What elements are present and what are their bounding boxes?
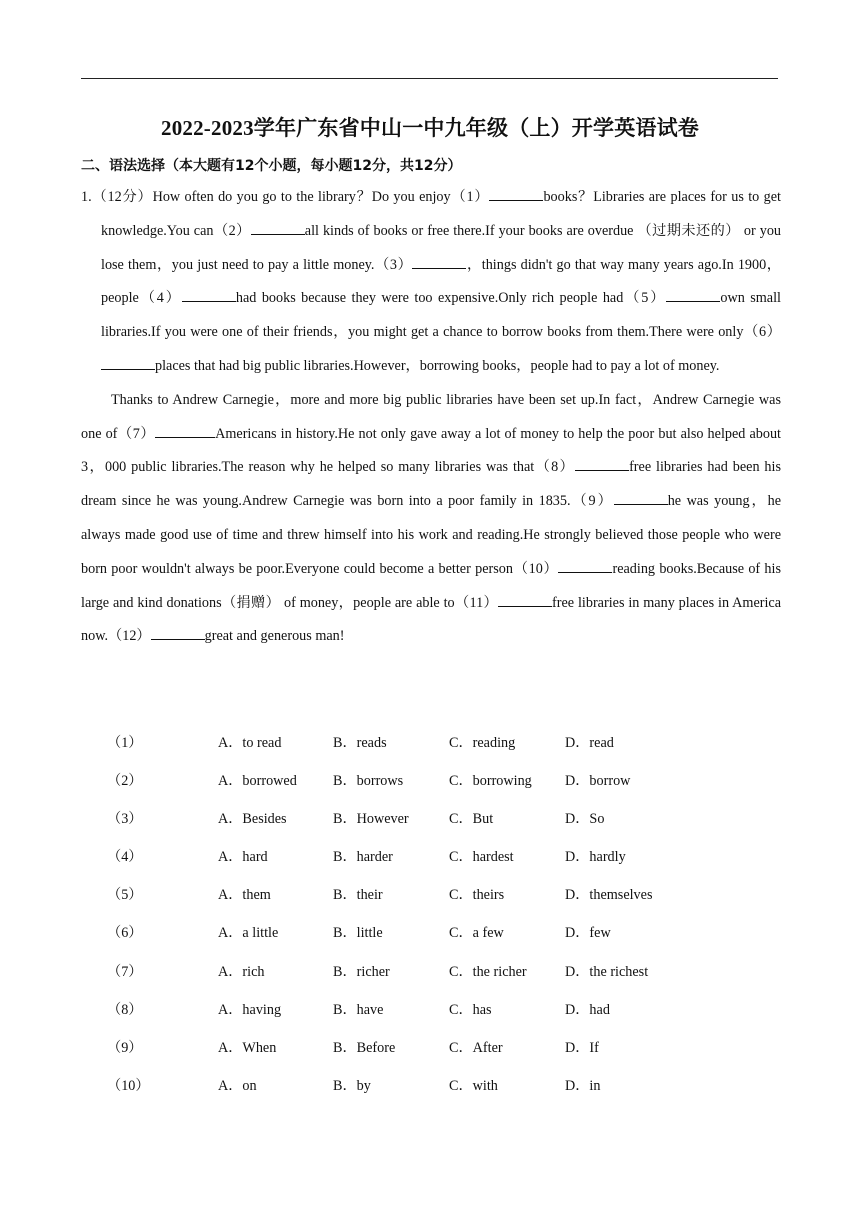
option-number: （5） [107, 887, 143, 904]
passage-text: places that had big public libraries.However，borrowing books，people had to pay a lot of money. [155, 357, 720, 374]
option-b[interactable]: B．by [333, 1077, 371, 1094]
option-b[interactable]: B．little [333, 925, 383, 942]
option-row [0, 800, 860, 838]
option-b[interactable]: B．reads [333, 735, 387, 751]
option-d[interactable]: D．If [565, 1039, 599, 1056]
blank-5 [666, 289, 720, 302]
option-c[interactable]: C．has [449, 1001, 492, 1018]
option-b[interactable]: B．Before [333, 1039, 396, 1056]
option-row [0, 724, 860, 762]
section-heading: 二、语法选择（本大题有12个小题，每小题12分，共12分） [81, 158, 462, 174]
header-rule [81, 78, 778, 79]
passage-text: great and generous man! [204, 628, 345, 645]
option-d[interactable]: D．borrow [565, 773, 631, 790]
option-c[interactable]: C．hardest [449, 849, 514, 866]
blank-1 [489, 188, 543, 201]
passage-text: free libraries in many places in America now.（12） [81, 594, 781, 645]
blank-6 [101, 357, 155, 370]
passage-text: reading books.Because of his large and kind donations（捐赠） of money，people are able to（11） [81, 560, 781, 611]
option-row [0, 1067, 860, 1105]
question-passage [81, 181, 781, 654]
passage-paragraph-2 [81, 384, 781, 654]
option-number: （3） [107, 811, 143, 828]
option-row [0, 1029, 860, 1067]
passage-text: Americans in history.He not only gave away a lot of money to help the poor but also helped about 3，000 public libraries.The reason why he helped so many libraries was that（8） [81, 425, 781, 476]
option-a[interactable]: A．rich [218, 963, 265, 980]
option-number: （6） [107, 925, 143, 942]
passage-text: had books because they were too expensive.Only rich people had（5） [235, 290, 667, 307]
option-b[interactable]: B．borrows [333, 773, 404, 790]
option-number: （1） [107, 735, 143, 751]
option-c[interactable]: C．theirs [449, 887, 505, 904]
option-a[interactable]: A．to read [218, 735, 282, 751]
blank-4 [182, 289, 236, 302]
passage-text: Thanks to Andrew Carnegie，more and more big public libraries have been set up.In fact，Andrew Carnegie was one of（7） [81, 391, 781, 442]
option-b[interactable]: B．harder [333, 849, 393, 866]
option-b[interactable]: B．However [333, 811, 409, 828]
blank-12 [151, 627, 205, 640]
blank-9 [614, 492, 668, 505]
option-a[interactable]: A．on [218, 1077, 257, 1094]
option-a[interactable]: A．When [218, 1039, 277, 1056]
option-d[interactable]: D．hardly [565, 849, 626, 866]
option-d[interactable]: D．So [565, 811, 605, 828]
option-b[interactable]: B．richer [333, 963, 390, 980]
option-c[interactable]: C．with [449, 1077, 498, 1094]
option-a[interactable]: A．Besides [218, 811, 287, 828]
passage-text: books？Libraries are places for us to get knowledge.You can（2） [101, 189, 781, 239]
option-a[interactable]: A．them [218, 887, 271, 904]
option-c[interactable]: C．the richer [449, 963, 527, 980]
option-d[interactable]: D．had [565, 1001, 610, 1018]
passage-text: all kinds of books or free there.If your books are overdue （过期未还的） or you lose them，you just need to pay a little money.（3） [101, 222, 782, 273]
option-d[interactable]: D．read [565, 735, 614, 751]
option-row [0, 876, 860, 914]
passage-text: How often do you go to the library？Do you enjoy（1） [152, 189, 490, 205]
option-row [0, 914, 860, 952]
option-c[interactable]: C．borrowing [449, 773, 532, 790]
option-number: （9） [107, 1039, 143, 1056]
blank-7 [155, 425, 215, 438]
option-a[interactable]: A．a little [218, 925, 279, 942]
option-row [0, 762, 860, 800]
option-row [0, 953, 860, 991]
option-b[interactable]: B．have [333, 1001, 384, 1018]
option-d[interactable]: D．the richest [565, 963, 649, 980]
passage-text: own small libraries.If you were one of their friends，you might get a chance to borrow books from them.There were only（6） [101, 290, 781, 341]
passage-text: free libraries had been his dream since he was young.Andrew Carnegie was born into a poor family in 1835.（9） [81, 459, 781, 510]
option-d[interactable]: D．few [565, 925, 611, 942]
option-c[interactable]: C．a few [449, 925, 504, 942]
option-d[interactable]: D．in [565, 1077, 601, 1094]
blank-10 [558, 560, 612, 573]
option-c[interactable]: C．But [449, 811, 494, 828]
option-a[interactable]: A．borrowed [218, 773, 297, 790]
option-row [0, 838, 860, 876]
option-d[interactable]: D．themselves [565, 887, 653, 904]
question-number: 1.（12分） [81, 189, 153, 205]
option-c[interactable]: C．reading [449, 735, 516, 751]
option-number: （8） [107, 1001, 143, 1018]
option-number: （4） [107, 849, 143, 866]
option-a[interactable]: A．hard [218, 849, 268, 866]
option-c[interactable]: C．After [449, 1039, 503, 1056]
blank-8 [575, 458, 629, 471]
answer-options-table [0, 724, 860, 1105]
option-number: （10） [107, 1077, 150, 1094]
option-number: （7） [107, 963, 143, 980]
blank-2 [251, 222, 305, 235]
blank-11 [498, 594, 552, 607]
option-b[interactable]: B．their [333, 887, 383, 904]
passage-text: ，things didn't go that way many years ago.In 1900，people（4） [101, 256, 781, 307]
blank-3 [412, 256, 466, 269]
option-a[interactable]: A．having [218, 1001, 282, 1018]
passage-text: he was young，he always made good use of time and threw himself into his work and reading.He strongly believed those people who were born poor wouldn't always be poor.Everyone could become a better person（10） [81, 493, 781, 577]
option-number: （2） [107, 773, 143, 790]
page-title: 2022-2023学年广东省中山一中九年级（上）开学英语试卷 [161, 116, 699, 140]
passage-paragraph-1 [81, 181, 781, 384]
option-row [0, 991, 860, 1029]
